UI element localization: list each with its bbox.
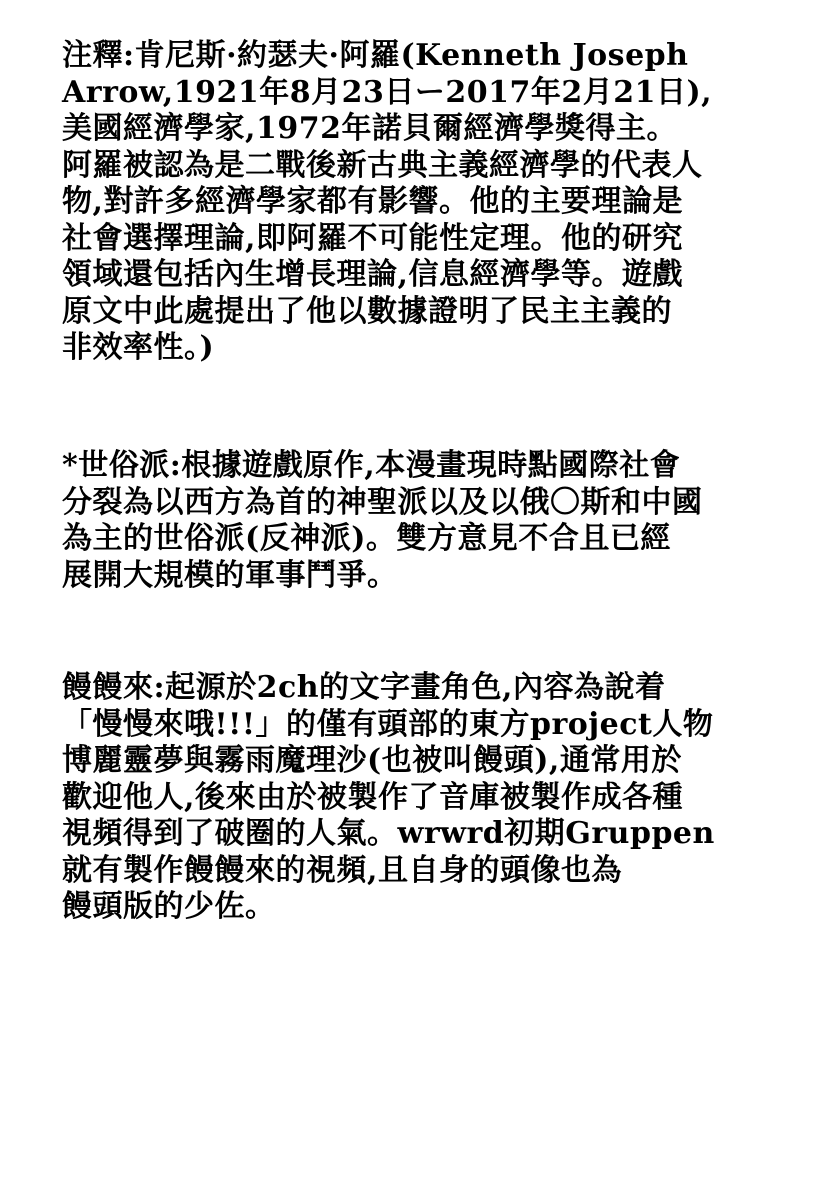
footnote-yukkuri (62, 670, 715, 926)
text-line: 社會選擇理論,即阿羅不可能性定理。他的研究 (62, 220, 683, 256)
text-line: 視頻得到了破圈的人氣。wrwrd初期Gruppen (62, 816, 715, 851)
text-line: 原文中此處提出了他以數據證明了民主主義的 (62, 293, 672, 329)
text-line: 注釋:肯尼斯·約瑟夫·阿羅(Kenneth Joseph (62, 38, 689, 73)
text-line: 為主的世俗派(反神派)。雙方意見不合且已經 (62, 521, 671, 556)
text-line: 領域還包括內生增長理論,信息經濟學等。遊戲 (62, 257, 683, 292)
text-line: 阿羅被認為是二戰後新古典主義經濟學的代表人 (62, 147, 703, 183)
text-line: Arrow,1921年8月23日ー2017年2月21日), (62, 74, 713, 110)
text-line: 歡迎他人,後來由於被製作了音庫被製作成各種 (62, 779, 683, 815)
text-line: 非效率性。) (62, 330, 215, 365)
text-line: 美國經濟學家,1972年諾貝爾經濟學獎得主。 (62, 111, 677, 146)
text-line: 博麗靈夢與霧雨魔理沙(也被叫饅頭),通常用於 (62, 743, 682, 778)
footnote-arrow (62, 38, 712, 367)
text-line: 「慢慢來哦!!!」的僅有頭部的東方project人物 (62, 706, 714, 742)
text-line: 分裂為以西方為首的神聖派以及以俄〇斯和中國 (62, 484, 703, 520)
text-line: 物,對許多經濟學家都有影響。他的主要理論是 (62, 184, 683, 219)
text-line: *世俗派:根據遊戲原作,本漫畫現時點國際社會 (62, 448, 681, 483)
text-line: 展開大規模的軍事鬥爭。 (62, 557, 398, 593)
text-line: 饅頭版的少佐。 (62, 889, 276, 924)
footnote-secular-faction (62, 448, 703, 594)
text-line: 就有製作饅饅來的視頻,且自身的頭像也為 (62, 852, 622, 888)
text-line: 饅饅來:起源於2ch的文字畫角色,內容為說着 (62, 670, 666, 705)
